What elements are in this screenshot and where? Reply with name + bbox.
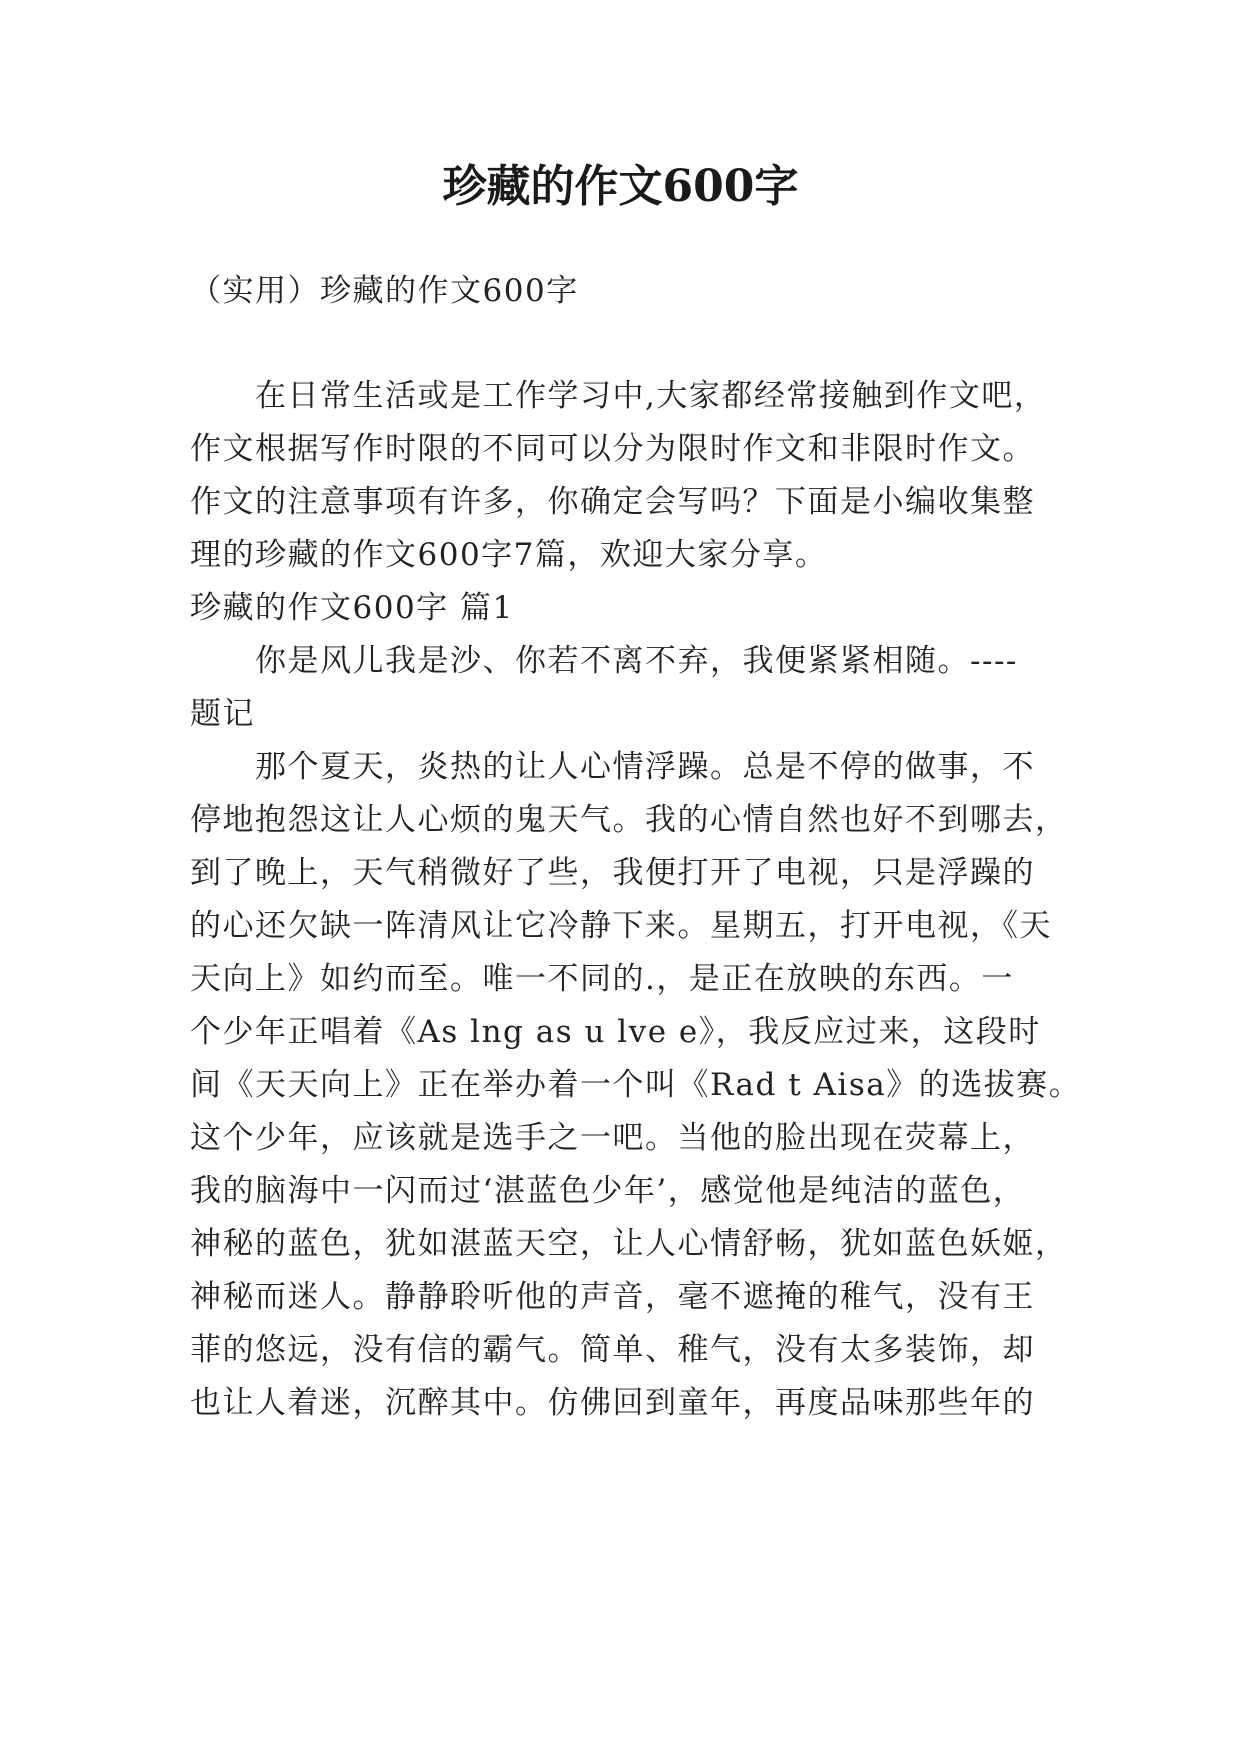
paragraph-line: 作文的注意事项有许多，你确定会写吗？下面是小编收集整 <box>190 484 1035 520</box>
paragraph-line: 作文根据写作时限的不同可以分为限时作文和非限时作文。 <box>190 431 1035 467</box>
paragraph-line: 停地抱怨这让人心烦的鬼天气。我的心情自然也好不到哪去， <box>190 802 1068 838</box>
paragraph-line: 你是风儿我是沙、你若不离不弃，我便紧紧相随。---- <box>255 643 1018 679</box>
paragraph-line: 在日常生活或是工作学习中,大家都经常接触到作文吧， <box>255 378 1047 414</box>
paragraph-line: 那个夏天，炎热的让人心情浮躁。总是不停的做事，不 <box>255 749 1035 785</box>
document-subtitle: （实用）珍藏的作文600字 <box>190 273 579 309</box>
paragraph-line: 这个少年，应该就是选手之一吧。当他的脸出现在荧幕上， <box>190 1120 1035 1156</box>
paragraph-line: 神秘而迷人。静静聆听他的声音，毫不遮掩的稚气，没有王 <box>190 1279 1035 1315</box>
paragraph-line: 到了晚上，天气稍微好了些，我便打开了电视，只是浮躁的 <box>190 855 1035 891</box>
paragraph-line: 菲的悠远，没有信的霸气。简单、稚气，没有太多装饰，却 <box>190 1332 1035 1368</box>
paragraph-line: 也让人着迷，沉醉其中。仿佛回到童年，再度品味那些年的 <box>190 1385 1035 1421</box>
paragraph-line: 理的珍藏的作文600字7篇，欢迎大家分享。 <box>190 537 828 573</box>
paragraph-line: 神秘的蓝色，犹如湛蓝天空，让人心情舒畅，犹如蓝色妖姬， <box>190 1226 1068 1262</box>
document-title: 珍藏的作文600字 <box>442 161 799 212</box>
paragraph-line: 间《天天向上》正在举办着一个叫《Rad t Aisa》的选拔赛。 <box>190 1067 1082 1103</box>
paragraph-line: 题记 <box>190 696 255 732</box>
paragraph-line: 天向上》如约而至。唯一不同的.，是正在放映的东西。一 <box>190 961 1014 997</box>
paragraph-line: 个少年正唱着《As lng as u lve e》，我反应过来，这段时 <box>190 1014 1041 1050</box>
section-heading: 珍藏的作文600字 篇1 <box>190 590 514 626</box>
paragraph-line: 的心还欠缺一阵清风让它冷静下来。星期五，打开电视，《天 <box>190 908 1052 944</box>
paragraph-line: 我的脑海中一闪而过‘湛蓝色少年’，感觉他是纯洁的蓝色， <box>190 1173 1026 1209</box>
